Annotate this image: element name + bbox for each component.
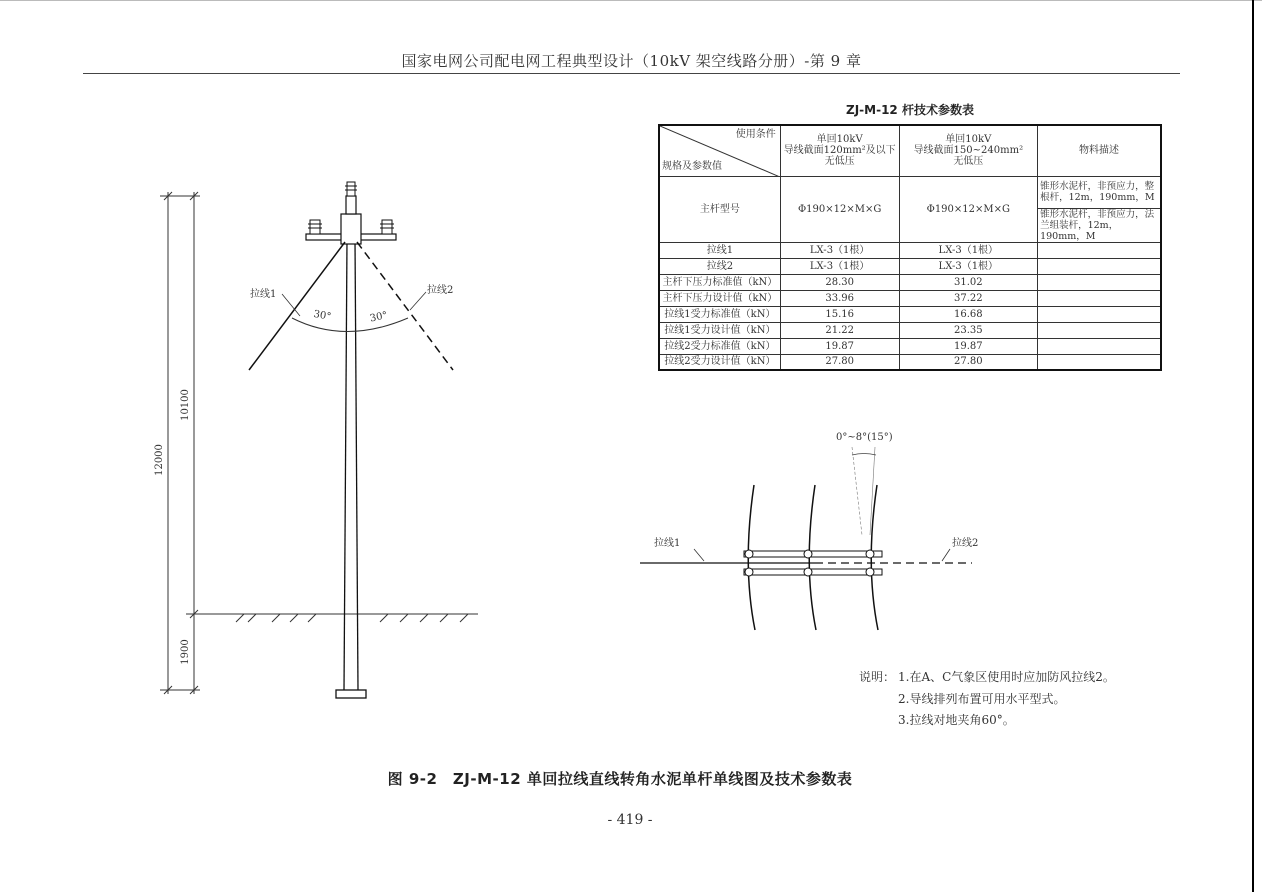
row-c3 <box>1038 354 1161 370</box>
row-label: 拉线1 <box>659 242 780 258</box>
table-row <box>659 242 1161 258</box>
column-header-2 <box>899 125 1038 176</box>
pole-type-c1: Φ190×12×M×G <box>780 176 899 242</box>
row-c2: 31.02 <box>899 274 1038 290</box>
col2-line1: 单回10kV <box>945 134 992 146</box>
col1-line2: 导线截面120mm²及以下 <box>783 145 896 157</box>
row-c2: LX-3（1根） <box>899 258 1038 274</box>
angle-1-label: 30° <box>312 308 332 323</box>
page-frame-right <box>1252 0 1254 892</box>
row-label: 拉线2受力设计值（kN） <box>659 354 780 370</box>
row-c1: 27.80 <box>780 354 899 370</box>
table-row <box>659 306 1161 322</box>
plan-view-diagram <box>630 425 1030 645</box>
table-title: ZJ-M-12 杆技术参数表 <box>846 103 974 117</box>
row-label: 主杆下压力设计值（kN） <box>659 290 780 306</box>
table-row <box>659 354 1161 370</box>
note-item: 3.拉线对地夹角60°。 <box>898 713 1015 727</box>
ground-line <box>228 614 478 622</box>
col2-line2: 导线截面150~240mm² <box>913 145 1024 157</box>
row-c3 <box>1038 242 1161 258</box>
row-c1: 33.96 <box>780 290 899 306</box>
row-c1: LX-3（1根） <box>780 242 899 258</box>
row-c2: LX-3（1根） <box>899 242 1038 258</box>
table-row <box>659 322 1161 338</box>
row-c1: 21.22 <box>780 322 899 338</box>
pole-elevation-diagram <box>0 0 620 720</box>
guy-wire-1 <box>249 242 345 370</box>
row-c3 <box>1038 290 1161 306</box>
angle-2-label: 30° <box>368 310 389 325</box>
row-c2: 37.22 <box>899 290 1038 306</box>
table-row <box>659 274 1161 290</box>
table-row <box>659 176 1161 208</box>
col2-line3: 无低压 <box>953 156 984 168</box>
pole-type-label: 主杆型号 <box>659 176 780 242</box>
guy-2-label: 拉线2 <box>427 285 454 296</box>
row-c1: LX-3（1根） <box>780 258 899 274</box>
plan-angle-label: 0°~8°(15°) <box>836 432 893 443</box>
row-c2: 19.87 <box>899 338 1038 354</box>
dim-total-label: 12000 <box>154 444 165 476</box>
corner-bottom-label: 规格及参数值 <box>662 160 722 172</box>
column-header-3: 物料描述 <box>1038 125 1161 176</box>
row-c3 <box>1038 338 1161 354</box>
figure-caption: 图 9-2 ZJ-M-12 单回拉线直线转角水泥单杆单线图及技术参数表 <box>387 770 853 788</box>
row-label: 主杆下压力标准值（kN） <box>659 274 780 290</box>
page-number: - 419 - <box>607 812 653 828</box>
material-desc-2: 锥形水泥杆，非预应力，法兰组装杆，12m，190mm，M <box>1038 208 1161 242</box>
row-label: 拉线1受力设计值（kN） <box>659 322 780 338</box>
page-header: 国家电网公司配电网工程典型设计（10kV 架空线路分册）-第 9 章 <box>401 52 862 70</box>
material-desc-1: 锥形水泥杆，非预应力，整根杆，12m，190mm，M <box>1038 176 1161 208</box>
dim-above-label: 10100 <box>180 389 191 421</box>
row-c2: 23.35 <box>899 322 1038 338</box>
row-c2: 27.80 <box>899 354 1038 370</box>
guy-1-label: 拉线1 <box>250 289 277 300</box>
dim-buried-label: 1900 <box>180 639 191 665</box>
row-c3 <box>1038 258 1161 274</box>
row-c3 <box>1038 322 1161 338</box>
column-header-1 <box>780 125 899 176</box>
row-label: 拉线2 <box>659 258 780 274</box>
table-header-row <box>659 125 1161 176</box>
row-label: 拉线1受力标准值（kN） <box>659 306 780 322</box>
corner-cell <box>659 125 780 176</box>
row-c1: 19.87 <box>780 338 899 354</box>
note-item: 1.在A、C气象区使用时应加防风拉线2。 <box>898 670 1115 684</box>
pole <box>336 240 366 698</box>
plan-guy-1-label: 拉线1 <box>654 538 681 549</box>
col1-line1: 单回10kV <box>816 134 863 146</box>
corner-top-label: 使用条件 <box>735 129 776 140</box>
row-c1: 15.16 <box>780 306 899 322</box>
row-c1: 28.30 <box>780 274 899 290</box>
note-item: 2.导线排列布置可用水平型式。 <box>898 692 1066 706</box>
angle-arc <box>292 318 408 332</box>
row-label: 拉线2受力标准值（kN） <box>659 338 780 354</box>
col1-line3: 无低压 <box>824 156 855 168</box>
table-row <box>659 258 1161 274</box>
row-c3 <box>1038 306 1161 322</box>
table-row <box>659 290 1161 306</box>
row-c3 <box>1038 274 1161 290</box>
row-c2: 16.68 <box>899 306 1038 322</box>
guy-wire-2 <box>357 242 453 370</box>
dimension-lines <box>160 192 230 694</box>
table-row <box>659 338 1161 354</box>
pole-type-c2: Φ190×12×M×G <box>899 176 1038 242</box>
notes-prefix: 说明： <box>859 670 896 684</box>
plan-guy-2-label: 拉线2 <box>952 538 979 549</box>
technical-parameter-table <box>658 124 1162 371</box>
